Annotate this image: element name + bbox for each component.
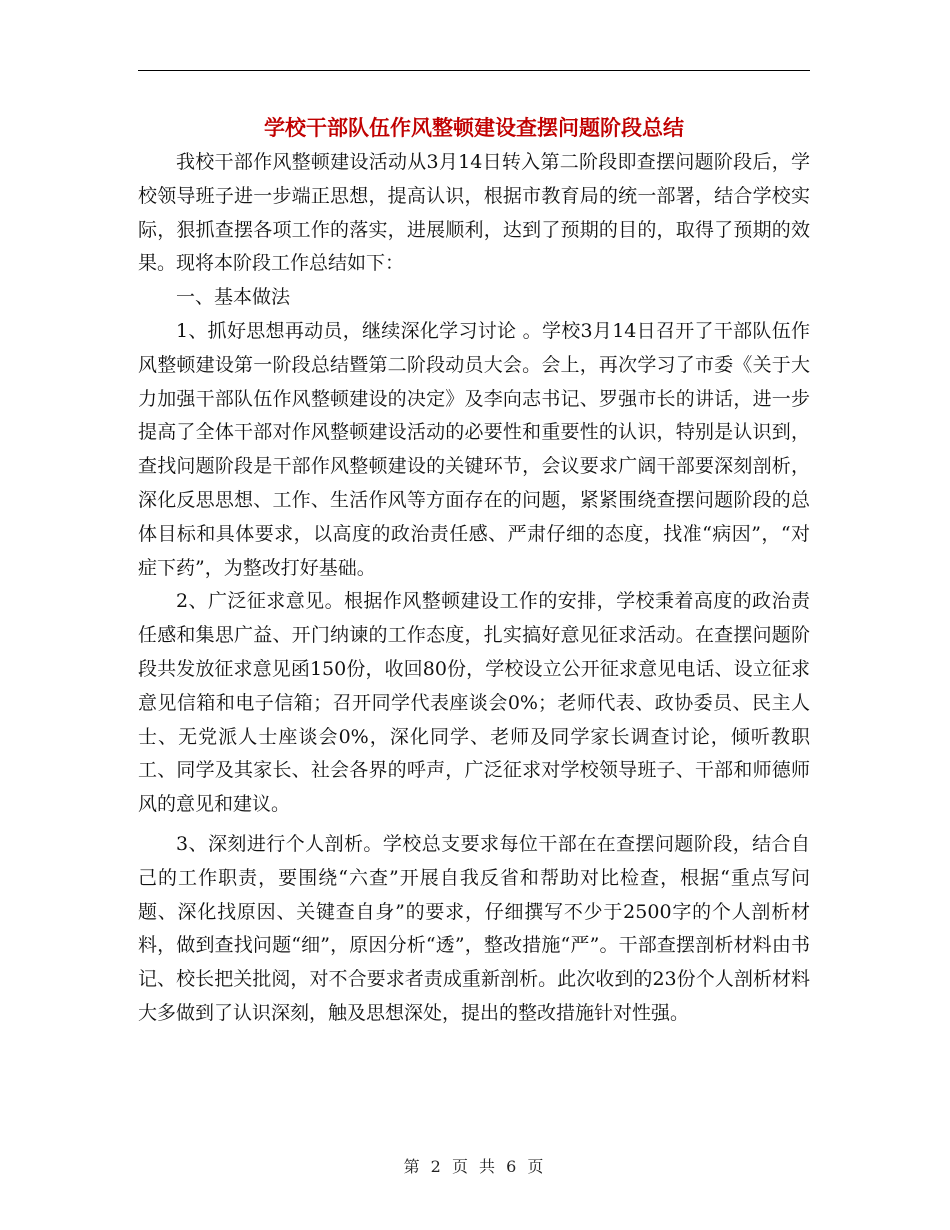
page-footer: 第 2 页 共 6 页	[403, 1157, 547, 1176]
section-heading: 一、基本做法	[176, 286, 291, 309]
item-paragraph-1: 1、抓好思想再动员，继续深化学习讨论 。学校3月14日召开了干部队伍作风整顿建设第一阶段总结暨第二阶段动员大会。会上，再次学习了市委《关于大力加强干部队伍作风整顿建设的决定》及李向志书记、罗强市长的讲话，进一步提高了全体干部对作风整顿建设活动的必要性和重要性的认识，特别是认识到，查找问题阶段是干部作风整顿建设的关键环节，会议要求广阔干部要深刻剖析，深化反思思想、工作、生活作风等方面存在的问题，紧紧围绕查摆问题阶段的总体目标和具体要求，以高度的政治责任感、严肃仔细的态度，找准“病因”，“对症下药”，为整改打好基础。	[138, 319, 810, 579]
header-rule	[138, 70, 810, 71]
item-paragraph-3: 3、深刻进行个人剖析。学校总支要求每位干部在在查摆问题阶段，结合自己的工作职责，要围绕“六查”开展自我反省和帮助对比检查，根据“重点写问题、深化找原因、关键查自身”的要求，仔细撰写不少于2500字的个人剖析材料，做到查找问题“细”，原因分析“透”，整改措施“严”。干部查摆剖析材料由书记、校长把关批阅，对不合要求者责成重新剖析。此次收到的23份个人剖析材料大多做到了认识深刻，触及思想深处，提出的整改措施针对性强。	[138, 832, 810, 1024]
document-body	[138, 146, 810, 1031]
document-title: 学校干部队伍作风整顿建设查摆问题阶段总结	[264, 115, 684, 140]
intro-paragraph: 我校干部作风整顿建设活动从3月14日转入第二阶段即查摆问题阶段后，学校领导班子进一步端正思想，提高认识，根据市教育局的统一部署，结合学校实际，狠抓查摆各项工作的落实，进展顺利，达到了预期的目的，取得了预期的效果。现将本阶段工作总结如下：	[138, 151, 810, 275]
item-paragraph-2: 2、广泛征求意见。根据作风整顿建设工作的安排，学校秉着高度的政治责任感和集思广益、开门纳谏的工作态度，扎实搞好意见征求活动。在查摆问题阶段共发放征求意见函150份，收回80份，学校设立公开征求意见电话、设立征求意见信箱和电子信箱；召开同学代表座谈会0%；老师代表、政协委员、民主人士、无党派人士座谈会0%，深化同学、老师及同学家长调查讨论，倾听教职工、同学及其家长、社会各界的呼声，广泛征求对学校领导班子、干部和师德师风的意见和建议。	[138, 590, 810, 816]
